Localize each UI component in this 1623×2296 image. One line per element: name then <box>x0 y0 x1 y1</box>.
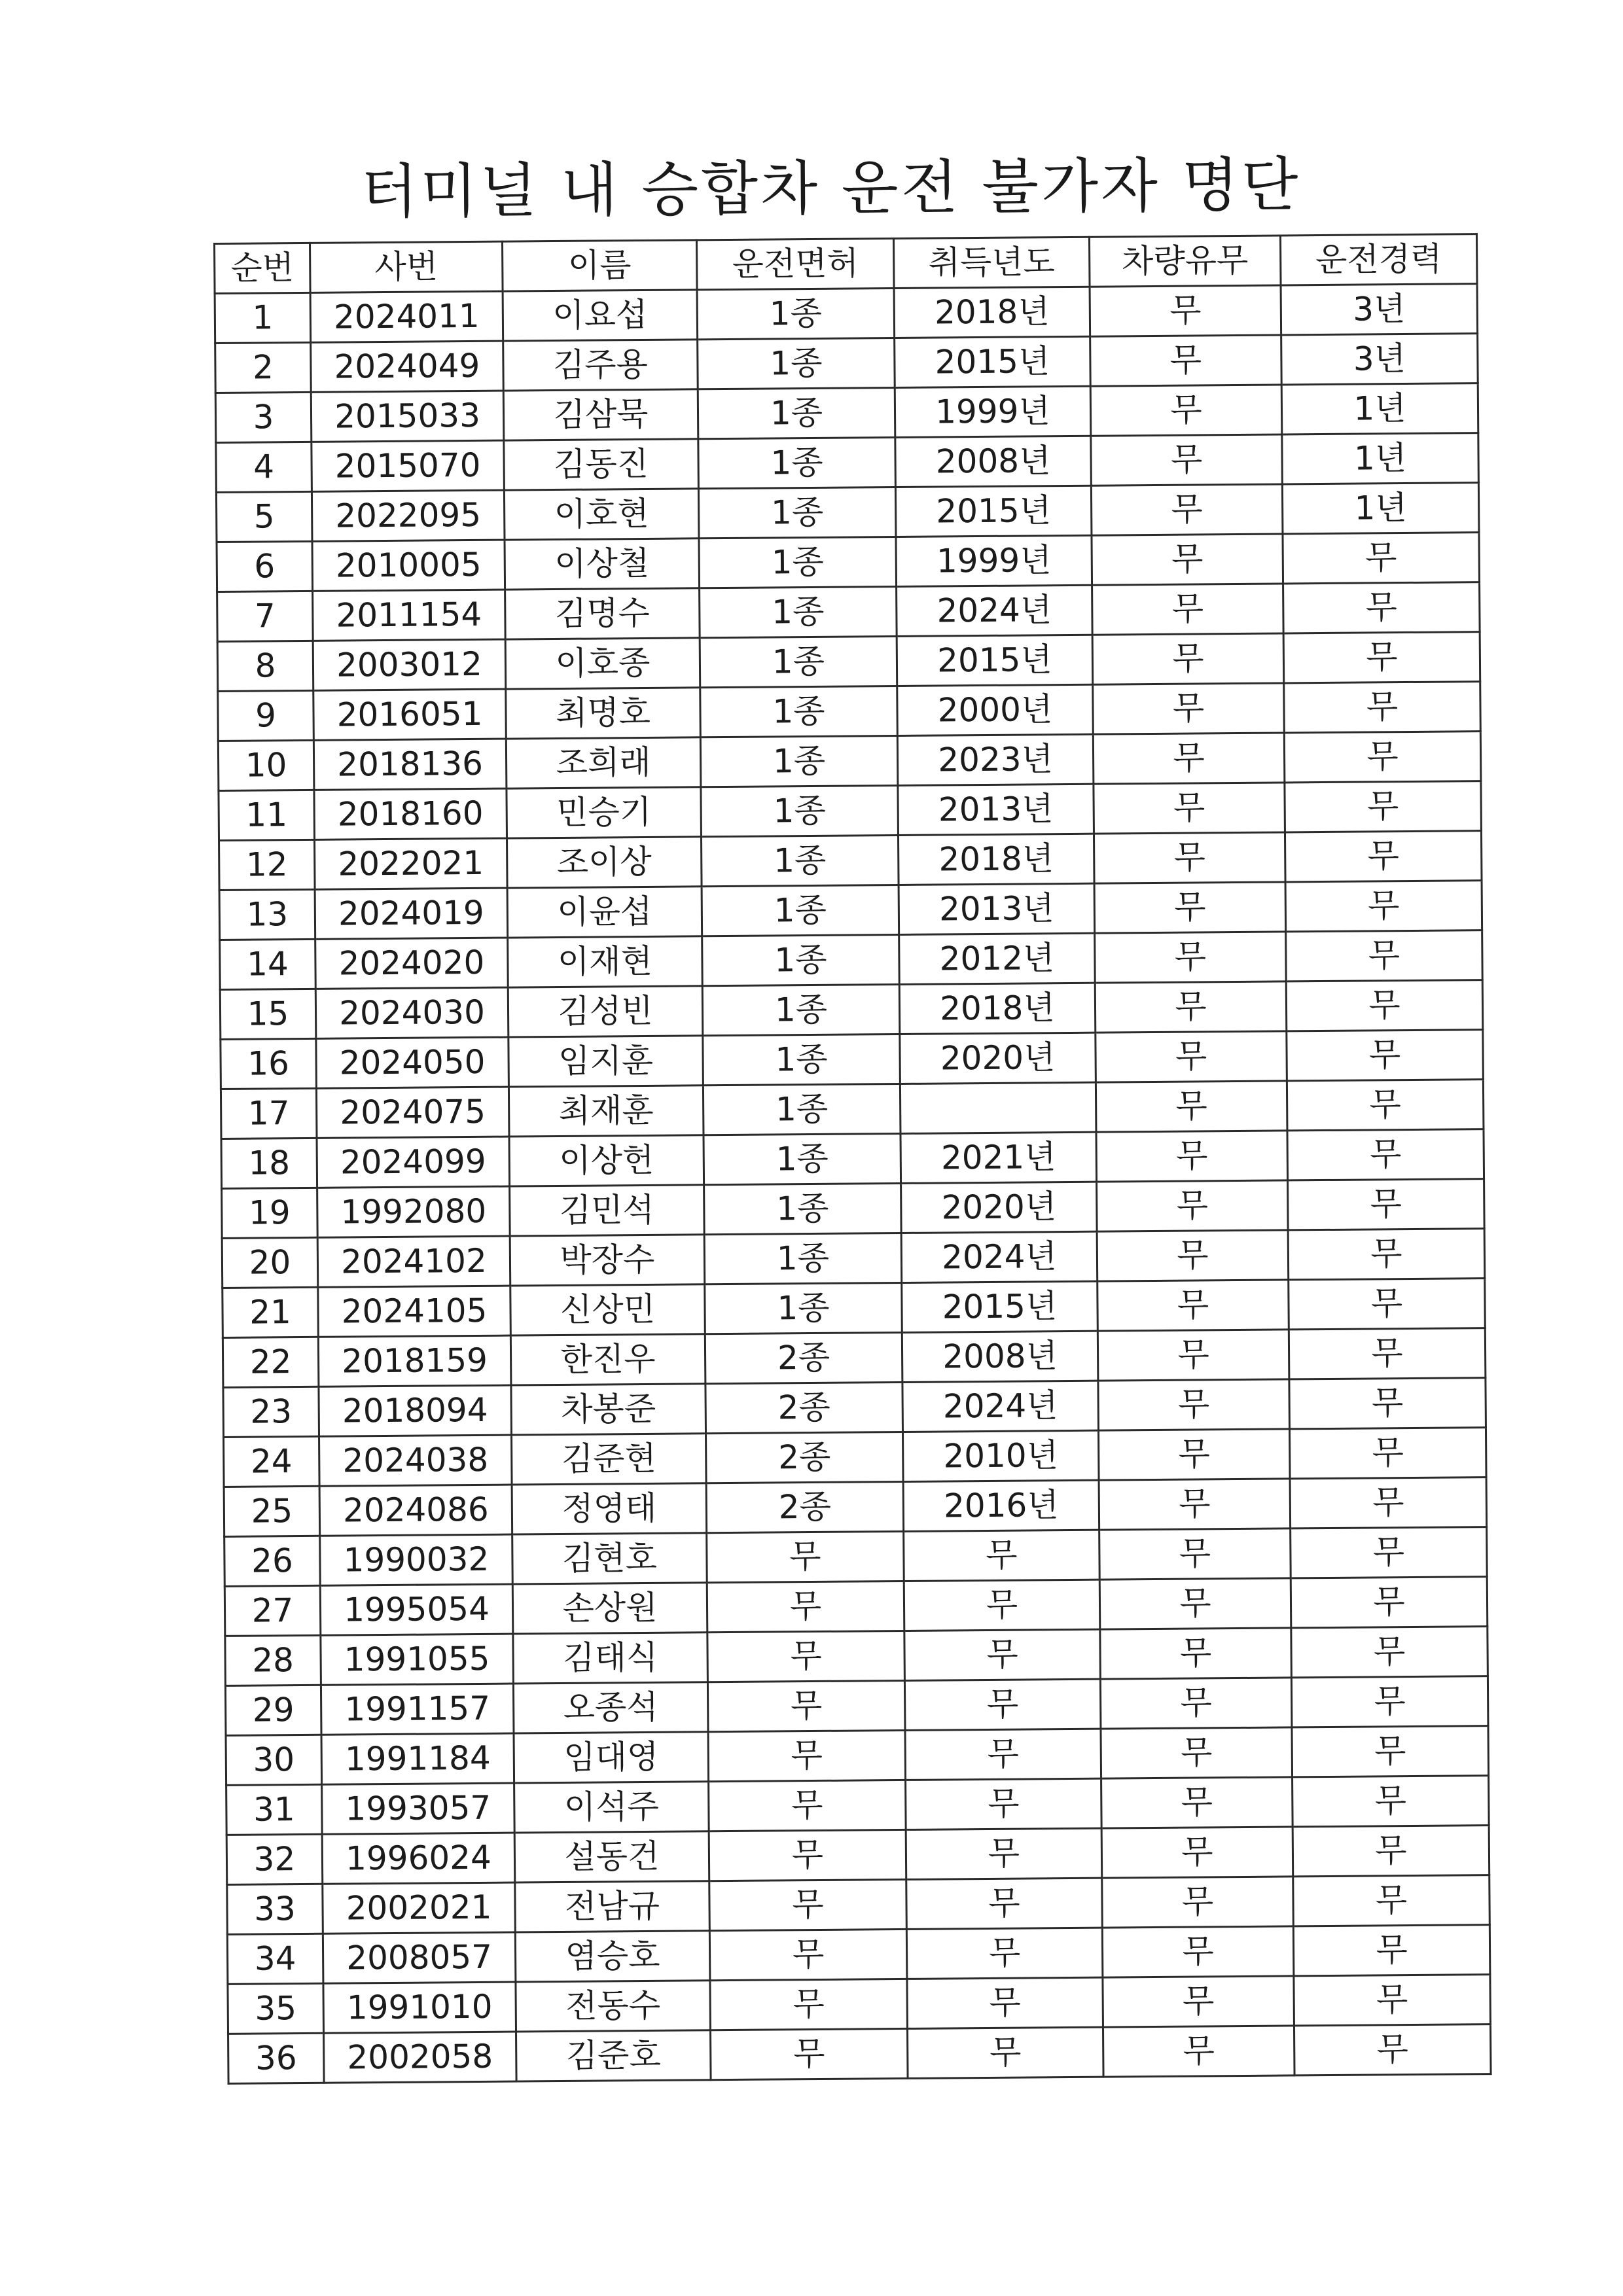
cell-vehicle: 무 <box>1100 1628 1292 1679</box>
cell-employee-id: 2015070 <box>312 440 505 491</box>
cell-vehicle: 무 <box>1090 385 1282 436</box>
cell-vehicle: 무 <box>1101 1777 1293 1828</box>
cell-seq: 1 <box>215 292 311 343</box>
cell-driving-experience: 무 <box>1284 732 1481 783</box>
header-seq: 순번 <box>215 243 311 293</box>
cell-driving-experience: 무 <box>1293 1826 1489 1877</box>
header-name: 이름 <box>502 240 697 291</box>
cell-acquired-year: 2024년 <box>902 1381 1099 1432</box>
cell-vehicle: 무 <box>1099 1528 1291 1580</box>
cell-name: 조이상 <box>507 837 702 888</box>
cell-employee-id: 2018160 <box>314 788 507 839</box>
cell-license: 1종 <box>700 636 897 687</box>
table-row <box>222 1229 1485 1288</box>
table-row <box>227 1925 1490 1985</box>
table-row <box>215 284 1478 344</box>
cell-employee-id: 2018094 <box>319 1385 512 1436</box>
cell-acquired-year: 무 <box>906 1778 1102 1829</box>
cell-license: 2종 <box>705 1382 903 1433</box>
cell-vehicle: 무 <box>1098 1429 1290 1480</box>
cell-license: 무 <box>711 2028 908 2079</box>
cell-name: 전동수 <box>516 1981 711 2032</box>
cell-vehicle: 무 <box>1092 633 1284 684</box>
cell-name: 차봉준 <box>511 1384 706 1435</box>
cell-license: 무 <box>709 1929 907 1980</box>
table-row <box>226 1826 1489 1885</box>
cell-acquired-year: 무 <box>906 1878 1103 1929</box>
cell-seq: 7 <box>217 591 313 641</box>
cell-acquired-year: 2008년 <box>895 436 1092 487</box>
cell-driving-experience: 무 <box>1291 1676 1488 1727</box>
table-row <box>227 1875 1490 1935</box>
cell-driving-experience: 무 <box>1287 1080 1484 1131</box>
cell-seq: 3 <box>215 392 312 442</box>
cell-name: 민승기 <box>507 787 702 838</box>
cell-vehicle: 무 <box>1099 1479 1291 1530</box>
cell-vehicle: 무 <box>1097 1230 1289 1281</box>
cell-seq: 31 <box>226 1784 323 1835</box>
cell-seq: 28 <box>225 1635 321 1686</box>
cell-acquired-year: 2013년 <box>899 883 1095 934</box>
cell-acquired-year: 무 <box>906 1928 1103 1979</box>
cell-license: 2종 <box>705 1432 903 1483</box>
table-row <box>224 1577 1488 1636</box>
cell-seq: 6 <box>217 541 313 592</box>
cell-seq: 17 <box>221 1088 317 1139</box>
cell-vehicle: 무 <box>1094 832 1285 883</box>
cell-acquired-year: 무 <box>906 1828 1102 1879</box>
cell-driving-experience: 무 <box>1288 1229 1485 1280</box>
cell-license: 2종 <box>706 1481 904 1532</box>
cell-driving-experience: 무 <box>1288 1179 1485 1230</box>
cell-name: 박장수 <box>510 1235 705 1286</box>
cell-employee-id: 2024075 <box>316 1087 509 1138</box>
cell-license: 1종 <box>701 785 899 836</box>
cell-seq: 12 <box>219 839 315 890</box>
cell-driving-experience: 무 <box>1285 831 1482 882</box>
cell-driving-experience: 무 <box>1292 1726 1489 1777</box>
table-row <box>228 1975 1491 2034</box>
table-row <box>225 1627 1488 1686</box>
cell-driving-experience: 무 <box>1283 533 1480 584</box>
cell-license: 무 <box>709 1780 906 1831</box>
cell-employee-id: 1995054 <box>320 1584 513 1635</box>
cell-seq: 19 <box>222 1188 318 1238</box>
cell-driving-experience: 1년 <box>1282 433 1479 484</box>
cell-license: 1종 <box>700 735 898 786</box>
cell-name: 한진우 <box>510 1334 705 1385</box>
cell-employee-id: 2024105 <box>318 1286 511 1337</box>
cell-license: 1종 <box>697 289 895 340</box>
cell-seq: 23 <box>223 1386 319 1437</box>
cell-driving-experience: 3년 <box>1281 284 1478 335</box>
cell-name: 임지훈 <box>508 1036 704 1087</box>
cell-acquired-year <box>900 1082 1096 1133</box>
cell-license: 1종 <box>699 537 897 588</box>
table-row <box>219 831 1482 891</box>
cell-seq: 16 <box>221 1038 317 1089</box>
cell-employee-id: 1993057 <box>322 1783 515 1834</box>
cell-vehicle: 무 <box>1097 1280 1289 1331</box>
cell-driving-experience: 1년 <box>1281 383 1478 434</box>
cell-name: 이요섭 <box>503 290 698 341</box>
cell-acquired-year: 2015년 <box>895 336 1091 387</box>
cell-license: 1종 <box>704 1233 902 1284</box>
cell-name: 이윤섭 <box>507 887 702 938</box>
cell-vehicle: 무 <box>1090 285 1281 336</box>
cell-employee-id: 1991055 <box>321 1634 514 1685</box>
cell-seq: 36 <box>228 2033 325 2083</box>
cell-acquired-year: 1999년 <box>895 386 1091 437</box>
table-row <box>220 930 1483 990</box>
cell-seq: 34 <box>227 1934 323 1984</box>
cell-acquired-year: 2020년 <box>900 1033 1096 1084</box>
cell-seq: 26 <box>224 1536 321 1586</box>
table-row <box>220 980 1483 1040</box>
table-row <box>218 732 1481 791</box>
cell-seq: 15 <box>220 989 316 1039</box>
cell-acquired-year: 무 <box>904 1530 1100 1581</box>
cell-employee-id: 2011154 <box>313 590 506 641</box>
cell-driving-experience: 무 <box>1294 1975 1491 2026</box>
table-row <box>226 1776 1489 1835</box>
cell-driving-experience: 무 <box>1294 2024 1491 2075</box>
cell-employee-id: 1996024 <box>322 1833 515 1884</box>
table-header-row <box>215 234 1478 294</box>
cell-driving-experience: 무 <box>1293 1875 1490 1926</box>
cell-acquired-year: 2008년 <box>902 1331 1098 1382</box>
cell-employee-id: 2002021 <box>323 1882 516 1934</box>
cell-seq: 2 <box>215 342 312 393</box>
cell-name: 김태식 <box>513 1633 708 1684</box>
header-license: 운전면허 <box>696 239 894 290</box>
cell-employee-id: 2010005 <box>312 540 505 591</box>
header-employee-id: 사번 <box>310 241 503 292</box>
cell-vehicle: 무 <box>1094 882 1286 933</box>
cell-employee-id: 2024020 <box>315 938 508 989</box>
cell-name: 최재훈 <box>508 1086 704 1137</box>
cell-vehicle: 무 <box>1090 335 1282 386</box>
cell-name: 조희래 <box>506 737 701 788</box>
table-row <box>221 1080 1484 1139</box>
table-row <box>215 334 1478 393</box>
cell-seq: 30 <box>226 1735 322 1785</box>
table-row <box>216 433 1479 493</box>
cell-name: 이상철 <box>505 539 700 590</box>
cell-seq: 24 <box>224 1436 320 1487</box>
cell-acquired-year: 2000년 <box>897 684 1094 735</box>
cell-employee-id: 2024049 <box>311 341 504 392</box>
cell-license: 1종 <box>702 885 899 936</box>
cell-acquired-year: 2013년 <box>898 784 1094 835</box>
table-row <box>219 881 1482 940</box>
cell-driving-experience: 무 <box>1286 930 1483 981</box>
cell-name: 이재현 <box>508 936 703 987</box>
table-row <box>223 1378 1486 1438</box>
cell-acquired-year: 2015년 <box>895 486 1092 537</box>
cell-employee-id: 2016051 <box>313 689 507 740</box>
table-row <box>226 1726 1489 1786</box>
cell-seq: 8 <box>217 641 313 691</box>
cell-acquired-year: 2018년 <box>899 983 1096 1034</box>
cell-driving-experience: 무 <box>1291 1527 1488 1578</box>
cell-driving-experience: 무 <box>1285 781 1482 832</box>
cell-acquired-year: 2021년 <box>901 1132 1097 1183</box>
cell-driving-experience: 무 <box>1291 1627 1488 1678</box>
cell-employee-id: 2024019 <box>315 888 508 939</box>
cell-driving-experience: 무 <box>1293 1776 1489 1827</box>
table-row <box>225 1676 1488 1736</box>
cell-acquired-year: 무 <box>905 1729 1101 1780</box>
cell-vehicle: 무 <box>1093 733 1285 784</box>
cell-name: 김준호 <box>516 2030 711 2081</box>
cell-driving-experience: 무 <box>1290 1477 1487 1528</box>
cell-acquired-year: 2015년 <box>897 635 1093 686</box>
cell-employee-id: 2024102 <box>317 1236 510 1287</box>
cell-name: 임대영 <box>514 1732 709 1783</box>
table-row <box>215 383 1478 443</box>
cell-name: 김민석 <box>510 1185 705 1236</box>
cell-name: 이호현 <box>504 489 699 540</box>
cell-acquired-year: 2024년 <box>901 1231 1097 1282</box>
cell-seq: 9 <box>218 690 314 741</box>
cell-acquired-year: 2012년 <box>899 933 1096 984</box>
cell-vehicle: 무 <box>1100 1678 1292 1729</box>
table-row <box>224 1428 1487 1487</box>
cell-vehicle: 무 <box>1102 1877 1294 1928</box>
cell-seq: 4 <box>216 442 312 492</box>
table-row <box>223 1328 1486 1388</box>
cell-license: 1종 <box>698 388 895 439</box>
cell-vehicle: 무 <box>1095 981 1287 1033</box>
cell-seq: 33 <box>227 1884 323 1934</box>
table-row <box>224 1527 1488 1587</box>
cell-license: 1종 <box>704 1133 901 1184</box>
cell-license: 1종 <box>704 1183 902 1234</box>
cell-vehicle: 무 <box>1094 783 1285 834</box>
cell-name: 오종석 <box>513 1682 708 1733</box>
cell-employee-id: 2022021 <box>315 838 508 889</box>
cell-license: 무 <box>707 1631 905 1682</box>
cell-seq: 21 <box>223 1287 319 1337</box>
cell-driving-experience: 무 <box>1293 1925 1490 1976</box>
cell-license: 무 <box>707 1680 905 1731</box>
cell-acquired-year: 무 <box>907 2027 1103 2078</box>
cell-name: 김준현 <box>512 1434 707 1485</box>
cell-driving-experience: 무 <box>1283 582 1480 633</box>
table-row <box>219 781 1482 841</box>
document-title: 터미널 내 승합차 운전 불가자 명단 <box>360 150 1301 227</box>
cell-acquired-year: 무 <box>904 1629 1101 1680</box>
cell-acquired-year: 2016년 <box>903 1480 1099 1531</box>
cell-license: 1종 <box>698 487 896 539</box>
cell-name: 손상원 <box>512 1583 707 1634</box>
cell-name: 이호종 <box>505 638 700 689</box>
cell-acquired-year: 무 <box>904 1679 1101 1730</box>
cell-driving-experience: 무 <box>1286 980 1483 1031</box>
cell-driving-experience: 1년 <box>1282 483 1479 534</box>
cell-vehicle: 무 <box>1097 1180 1289 1231</box>
cell-seq: 27 <box>224 1585 321 1636</box>
cell-employee-id: 2024086 <box>319 1485 512 1536</box>
cell-vehicle: 무 <box>1097 1330 1289 1381</box>
cell-name: 전남규 <box>515 1881 710 1932</box>
table-row <box>217 533 1480 592</box>
table-row <box>223 1279 1486 1338</box>
cell-employee-id: 2024011 <box>310 291 503 342</box>
cell-employee-id: 2015033 <box>311 391 504 442</box>
cell-employee-id: 1990032 <box>320 1534 513 1585</box>
cell-vehicle: 무 <box>1101 1827 1293 1878</box>
cell-license: 무 <box>707 1531 904 1582</box>
cell-employee-id: 2024050 <box>316 1037 509 1088</box>
header-vehicle: 차량유무 <box>1089 236 1281 287</box>
cell-driving-experience: 무 <box>1291 1577 1488 1628</box>
table-row <box>217 632 1480 692</box>
cell-employee-id: 2003012 <box>313 639 506 690</box>
cell-driving-experience: 무 <box>1289 1279 1486 1330</box>
cell-name: 김주용 <box>503 340 698 391</box>
table-body <box>215 284 1491 2084</box>
cell-name: 김성빈 <box>508 986 703 1037</box>
cell-employee-id: 1992080 <box>317 1186 510 1237</box>
cell-employee-id: 2024099 <box>317 1137 510 1188</box>
cell-seq: 18 <box>221 1138 317 1188</box>
cell-license: 1종 <box>703 1034 901 1085</box>
cell-name: 이석주 <box>514 1782 709 1833</box>
cell-license: 2종 <box>705 1332 902 1383</box>
cell-acquired-year: 무 <box>904 1580 1100 1631</box>
cell-vehicle: 무 <box>1091 434 1283 486</box>
cell-acquired-year: 2020년 <box>901 1182 1097 1233</box>
cell-seq: 25 <box>224 1486 320 1536</box>
cell-employee-id: 1991010 <box>323 1982 516 2033</box>
cell-license: 1종 <box>698 338 895 389</box>
cell-license: 1종 <box>700 587 897 638</box>
cell-vehicle: 무 <box>1096 1031 1287 1082</box>
cell-vehicle: 무 <box>1093 683 1285 734</box>
table-row <box>224 1477 1487 1537</box>
cell-name: 최명호 <box>506 688 701 739</box>
cell-vehicle: 무 <box>1101 1727 1293 1778</box>
cell-employee-id: 2018136 <box>313 739 507 790</box>
cell-acquired-year: 1999년 <box>896 535 1092 586</box>
cell-driving-experience: 무 <box>1285 881 1482 932</box>
header-driving-experience: 운전경력 <box>1280 234 1477 285</box>
cell-seq: 11 <box>219 790 315 840</box>
table-row <box>221 1030 1484 1089</box>
cell-driving-experience: 무 <box>1283 632 1480 683</box>
cell-seq: 14 <box>220 939 316 989</box>
cell-employee-id: 1991157 <box>321 1684 514 1735</box>
cell-vehicle: 무 <box>1103 1976 1294 2027</box>
cell-driving-experience: 무 <box>1289 1428 1486 1479</box>
cell-license: 1종 <box>698 438 896 489</box>
cell-vehicle: 무 <box>1098 1379 1290 1430</box>
cell-seq: 20 <box>222 1237 318 1288</box>
cell-name: 염승호 <box>515 1931 710 1982</box>
cell-employee-id: 2024038 <box>319 1435 512 1486</box>
cell-employee-id: 2022095 <box>312 490 505 541</box>
table-row <box>221 1129 1484 1189</box>
cell-vehicle: 무 <box>1103 2026 1294 2077</box>
cell-vehicle: 무 <box>1099 1578 1291 1629</box>
table-row <box>217 582 1480 642</box>
cell-license: 무 <box>709 1829 906 1881</box>
cell-employee-id: 2002058 <box>324 2032 517 2083</box>
cell-employee-id: 1991184 <box>321 1733 514 1784</box>
cell-acquired-year: 무 <box>907 1977 1103 2028</box>
cell-license: 무 <box>708 1730 906 1781</box>
cell-driving-experience: 무 <box>1287 1129 1484 1180</box>
cell-seq: 13 <box>219 889 315 940</box>
cell-name: 이상헌 <box>509 1135 704 1186</box>
cell-acquired-year: 2024년 <box>897 585 1093 636</box>
cell-license: 1종 <box>703 1084 901 1135</box>
cell-name: 김삼묵 <box>503 389 698 440</box>
cell-acquired-year: 2010년 <box>902 1430 1099 1481</box>
cell-license: 무 <box>709 1879 907 1930</box>
cell-vehicle: 무 <box>1096 1081 1287 1132</box>
cell-driving-experience: 무 <box>1289 1378 1486 1429</box>
cell-license: 무 <box>710 1979 908 2030</box>
cell-license: 1종 <box>702 934 900 985</box>
cell-license: 1종 <box>700 686 898 737</box>
cell-employee-id: 2024030 <box>315 987 508 1038</box>
cell-vehicle: 무 <box>1096 1131 1288 1182</box>
cell-license: 1종 <box>705 1282 902 1333</box>
cell-vehicle: 무 <box>1091 484 1283 535</box>
cell-acquired-year: 2015년 <box>902 1281 1098 1332</box>
cell-seq: 22 <box>223 1337 319 1387</box>
roster-table <box>213 233 1492 2085</box>
cell-name: 정영태 <box>512 1483 707 1534</box>
cell-vehicle: 무 <box>1095 932 1287 983</box>
cell-license: 1종 <box>701 835 899 886</box>
cell-vehicle: 무 <box>1092 534 1283 585</box>
cell-name: 신상민 <box>510 1284 705 1335</box>
cell-vehicle: 무 <box>1092 584 1284 635</box>
cell-acquired-year: 2018년 <box>894 287 1090 338</box>
cell-license: 1종 <box>702 984 900 1035</box>
cell-employee-id: 2008057 <box>323 1932 516 1983</box>
cell-vehicle: 무 <box>1102 1926 1294 1977</box>
cell-seq: 32 <box>226 1834 323 1884</box>
table-row <box>218 682 1481 741</box>
cell-name: 김명수 <box>505 588 700 639</box>
cell-driving-experience: 무 <box>1284 682 1481 733</box>
cell-seq: 5 <box>216 491 312 542</box>
cell-acquired-year: 2023년 <box>897 734 1094 785</box>
cell-name: 설동건 <box>514 1831 709 1882</box>
cell-seq: 29 <box>225 1685 321 1735</box>
cell-license: 무 <box>707 1581 904 1632</box>
cell-acquired-year: 2018년 <box>898 834 1094 885</box>
cell-seq: 10 <box>218 740 314 790</box>
table-row <box>228 2024 1491 2084</box>
cell-driving-experience: 무 <box>1289 1328 1486 1379</box>
table-row <box>216 483 1479 542</box>
cell-driving-experience: 무 <box>1287 1030 1484 1081</box>
cell-employee-id: 2018159 <box>318 1335 511 1386</box>
header-acquired-year: 취득년도 <box>893 237 1090 288</box>
cell-driving-experience: 3년 <box>1281 334 1478 385</box>
cell-name: 김동진 <box>504 439 699 490</box>
cell-name: 김현호 <box>512 1533 707 1584</box>
cell-seq: 35 <box>228 1983 324 2034</box>
table-row <box>222 1179 1485 1239</box>
